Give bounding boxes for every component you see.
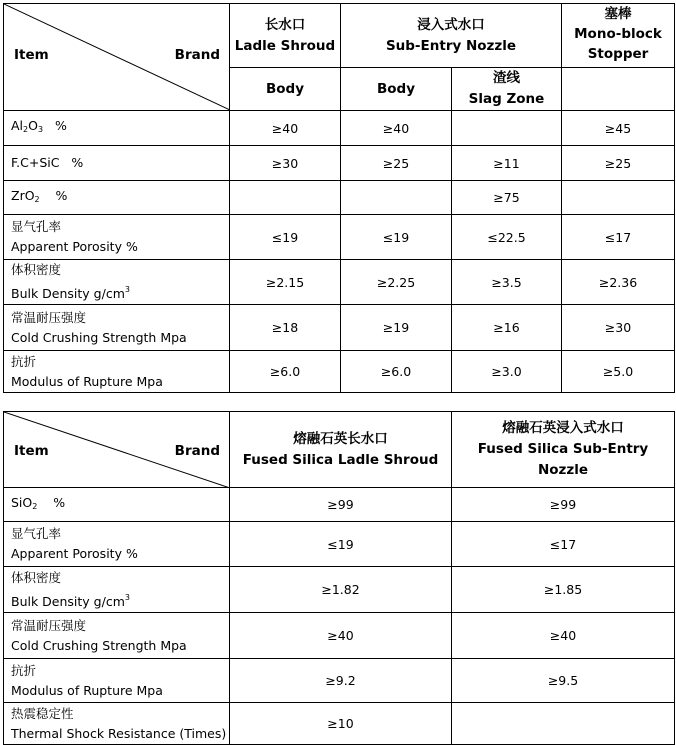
row-label-apparent-porosity: 显气孔率 Apparent Porosity % [4, 522, 230, 567]
stopper-cn: 塞棒 [604, 6, 632, 22]
ladle-shroud-en: Ladle Shroud [234, 37, 336, 54]
value-cell: ≥2.25 [341, 260, 452, 305]
sub-entry-nozzle-cn: 浸入式水口 [417, 16, 485, 33]
value-cell: ≥19 [341, 305, 452, 351]
value-cell: ≥1.85 [452, 567, 675, 613]
fused-silica-sen-header [452, 412, 675, 488]
value-cell: ≤19 [230, 522, 452, 567]
brand-label: Brand [174, 47, 220, 63]
ladle-products-table [3, 3, 675, 393]
value-cell: ≥6.0 [341, 351, 452, 393]
value-cell: ≤19 [230, 215, 341, 260]
fused-silica-sen-en: Fused Silica Sub-Entry Nozzle [477, 441, 649, 478]
value-cell: ≥40 [452, 613, 675, 659]
stopper-sub-empty [562, 68, 675, 111]
slag-zone-en: Slag Zone [468, 91, 545, 107]
item-label: Item [14, 47, 49, 63]
value-cell: ≥25 [341, 146, 452, 181]
row-label-modulus-of-rupture: 抗折 Modulus of Rupture Mpa [4, 351, 230, 393]
sub-entry-nozzle-en: Sub-Entry Nozzle [385, 37, 517, 54]
row-label-fc-sic: F.C+SiC % [4, 146, 230, 181]
value-cell: ≥18 [230, 305, 341, 351]
fused-silica-products-table [3, 411, 675, 745]
brand-label: Brand [174, 443, 220, 459]
value-cell: ≤17 [452, 522, 675, 567]
body-header-1: Body [230, 68, 341, 111]
value-cell: ≥9.2 [230, 659, 452, 703]
row-label-cold-crushing-strength: 常温耐压强度 Cold Crushing Strength Mpa [4, 613, 230, 659]
slag-zone-header [452, 68, 562, 111]
value-cell: ≥25 [562, 146, 675, 181]
value-cell: ≥9.5 [452, 659, 675, 703]
row-label-bulk-density: 体积密度 Bulk Density $g/cm^3$ [4, 260, 230, 305]
value-cell: ≤22.5 [452, 215, 562, 260]
stopper-en-line2: Stopper [587, 46, 649, 62]
value-cell [230, 181, 341, 215]
corner-header-cell [4, 412, 230, 488]
row-label-modulus-of-rupture: 抗折 Modulus of Rupture Mpa [4, 659, 230, 703]
row-label-al2o3: Al2O3 % [4, 111, 230, 146]
stopper-header [562, 4, 675, 68]
value-cell [341, 181, 452, 215]
value-cell: ≥75 [452, 181, 562, 215]
ladle-shroud-header [230, 4, 341, 68]
value-cell [452, 703, 675, 745]
value-cell: ≥2.36 [562, 260, 675, 305]
value-cell: ≥10 [230, 703, 452, 745]
ladle-shroud-cn: 长水口 [264, 16, 306, 33]
row-label-apparent-porosity: 显气孔率 Apparent Porosity % [4, 215, 230, 260]
value-cell: ≥40 [341, 111, 452, 146]
item-label: Item [14, 443, 49, 459]
fused-silica-ladle-shroud-en: Fused Silica Ladle Shroud [242, 451, 439, 468]
value-cell: ≥6.0 [230, 351, 341, 393]
value-cell: ≥11 [452, 146, 562, 181]
value-cell [562, 181, 675, 215]
fused-silica-sen-cn: 熔融石英浸入式水口 [502, 420, 624, 436]
row-label-cold-crushing-strength: 常温耐压强度 Cold Crushing Strength Mpa [4, 305, 230, 351]
row-label-bulk-density: 体积密度 Bulk Density $g/cm^3$ [4, 567, 230, 613]
sub-entry-nozzle-header [341, 4, 562, 68]
fused-silica-ladle-shroud-header [230, 412, 452, 488]
value-cell: ≥5.0 [562, 351, 675, 393]
value-cell: ≥99 [452, 488, 675, 522]
value-cell: ≥30 [230, 146, 341, 181]
value-cell: ≥1.82 [230, 567, 452, 613]
value-cell: ≥3.5 [452, 260, 562, 305]
stopper-en-line1: Mono-block [574, 26, 662, 42]
fused-silica-ladle-shroud-cn: 熔融石英长水口 [293, 430, 388, 447]
body-header-2: Body [341, 68, 452, 111]
value-cell: ≥40 [230, 613, 452, 659]
value-cell: ≥30 [562, 305, 675, 351]
corner-header-cell [4, 4, 230, 111]
slag-zone-cn: 渣线 [493, 70, 520, 86]
value-cell: ≤17 [562, 215, 675, 260]
value-cell: ≤19 [341, 215, 452, 260]
value-cell [452, 111, 562, 146]
value-cell: ≥3.0 [452, 351, 562, 393]
row-label-zro2: ZrO2 % [4, 181, 230, 215]
row-label-thermal-shock-resistance: 热震稳定性 Thermal Shock Resistance (Times) [4, 703, 230, 745]
value-cell: ≥99 [230, 488, 452, 522]
value-cell: ≥45 [562, 111, 675, 146]
value-cell: ≥16 [452, 305, 562, 351]
row-label-sio2: SiO2 % [4, 488, 230, 522]
value-cell: ≥40 [230, 111, 341, 146]
value-cell: ≥2.15 [230, 260, 341, 305]
